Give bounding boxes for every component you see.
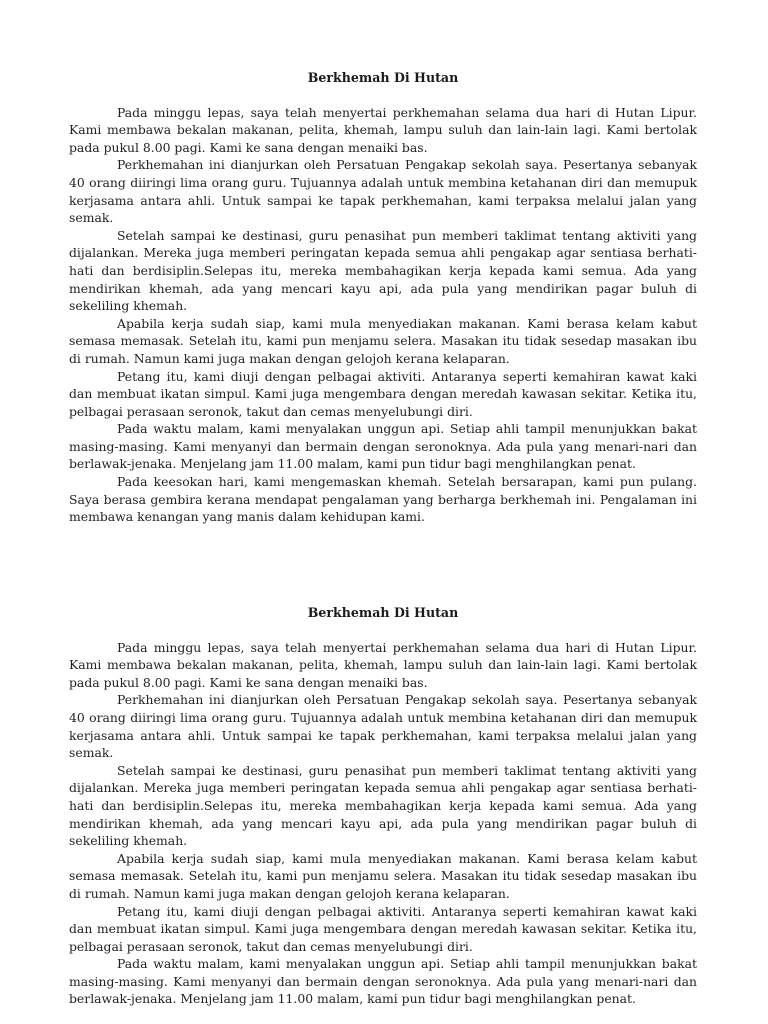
essay-page-2	[69, 604, 697, 1008]
paragraph: Pada minggu lepas, saya telah menyertai perkhemahan selama dua hari di Hutan Lipur. Kami membawa bekalan makanan, pelita, khemah, lampu suluh dan lain-lain lagi. Kami bertolak pada pukul 8.00 pagi. Kami ke sana dengan menaiki bas.	[69, 104, 697, 155]
paragraph: Setelah sampai ke destinasi, guru penasihat pun memberi taklimat tentang aktiviti yang dijalankan. Mereka juga memberi peringatan kepada semua ahli pengakap agar sentiasa berhati-hati dan berdisiplin.Selepas itu, mereka membahagikan kerja kepada kami semua. Ada yang mendirikan khemah, ada yang mencari kayu api, ada pula yang mendirikan pagar buluh di sekeliling khemah.	[69, 227, 697, 314]
paragraph: Setelah sampai ke destinasi, guru penasihat pun memberi taklimat tentang aktiviti yang dijalankan. Mereka juga memberi peringatan kepada semua ahli pengakap agar sentiasa berhati-hati dan berdisiplin.Selepas itu, mereka membahagikan kerja kepada kami semua. Ada yang mendirikan khemah, ada yang mencari kayu api, ada pula yang mendirikan pagar buluh di sekeliling khemah.	[69, 762, 697, 849]
essay-page-1	[69, 69, 697, 526]
paragraph: Pada keesokan hari, kami mengemaskan khemah. Setelah bersarapan, kami pun pulang. Saya berasa gembira kerana mendapat pengalaman yang berharga berkhemah ini. Pengalaman ini membawa kenangan yang manis dalam kehidupan kami.	[69, 474, 697, 525]
paragraph: Perkhemahan ini dianjurkan oleh Persatuan Pengakap sekolah saya. Pesertanya sebanyak 40 orang diiringi lima orang guru. Tujuannya adalah untuk membina ketahanan diri dan memupuk kerjasama antara ahli. Untuk sampai ke tapak perkhemahan, kami terpaksa melalui jalan yang semak.	[69, 692, 697, 761]
paragraph: Petang itu, kami diuji dengan pelbagai aktiviti. Antaranya seperti kemahiran kawat kaki dan membuat ikatan simpul. Kami juga mengembara dengan meredah kawasan sekitar. Ketika itu, pelbagai perasaan seronok, takut dan cemas menyelubungi diri.	[69, 903, 697, 954]
paragraph: Apabila kerja sudah siap, kami mula menyediakan makanan. Kami berasa kelam kabut semasa memasak. Setelah itu, kami pun menjamu selera. Masakan itu tidak sesedap masakan ibu di rumah. Namun kami juga makan dengan gelojoh kerana kelaparan.	[69, 850, 697, 901]
paragraph: Perkhemahan ini dianjurkan oleh Persatuan Pengakap sekolah saya. Pesertanya sebanyak 40 orang diiringi lima orang guru. Tujuannya adalah untuk membina ketahanan diri dan memupuk kerjasama antara ahli. Untuk sampai ke tapak perkhemahan, kami terpaksa melalui jalan yang semak.	[69, 157, 697, 226]
paragraph: Petang itu, kami diuji dengan pelbagai aktiviti. Antaranya seperti kemahiran kawat kaki dan membuat ikatan simpul. Kami juga mengembara dengan meredah kawasan sekitar. Ketika itu, pelbagai perasaan seronok, takut dan cemas menyelubungi diri.	[69, 368, 697, 419]
paragraph: Pada waktu malam, kami menyalakan unggun api. Setiap ahli tampil menunjukkan bakat masing-masing. Kami menyanyi dan bermain dengan seronoknya. Ada pula yang menari-nari dan berlawak-jenaka. Menjelang jam 11.00 malam, kami pun tidur bagi menghilangkan penat.	[69, 421, 697, 472]
paragraph: Pada waktu malam, kami menyalakan unggun api. Setiap ahli tampil menunjukkan bakat masing-masing. Kami menyanyi dan bermain dengan seronoknya. Ada pula yang menari-nari dan berlawak-jenaka. Menjelang jam 11.00 malam, kami pun tidur bagi menghilangkan penat.	[69, 956, 697, 1007]
paragraph: Pada minggu lepas, saya telah menyertai perkhemahan selama dua hari di Hutan Lipur. Kami membawa bekalan makanan, pelita, khemah, lampu suluh dan lain-lain lagi. Kami bertolak pada pukul 8.00 pagi. Kami ke sana dengan menaiki bas.	[69, 639, 697, 690]
essay-title: Berkhemah Di Hutan	[307, 605, 459, 620]
paragraph: Apabila kerja sudah siap, kami mula menyediakan makanan. Kami berasa kelam kabut semasa memasak. Setelah itu, kami pun menjamu selera. Masakan itu tidak sesedap masakan ibu di rumah. Namun kami juga makan dengan gelojoh kerana kelaparan.	[69, 315, 697, 366]
essay-title: Berkhemah Di Hutan	[307, 70, 459, 85]
